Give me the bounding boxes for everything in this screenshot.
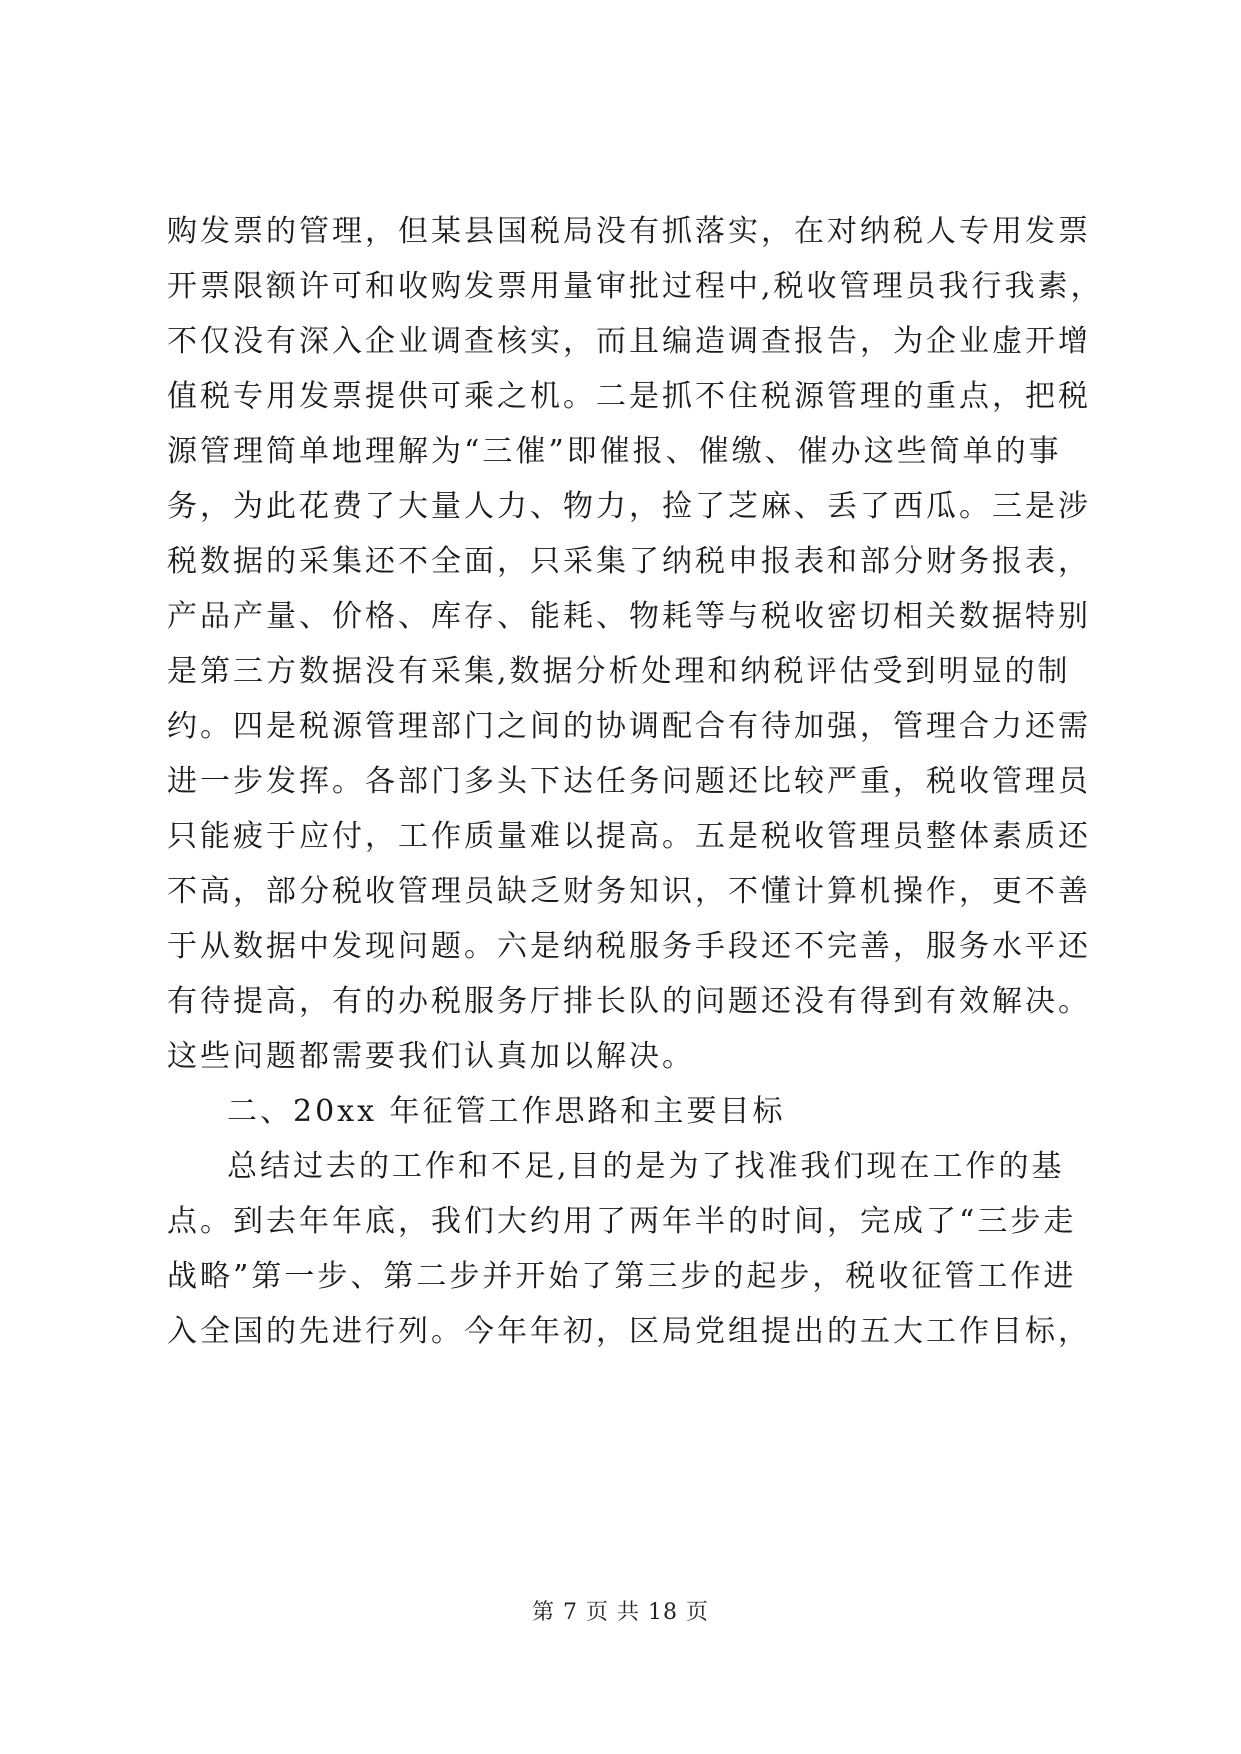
text-line: 入全国的先进行列。今年年初，区局党组提出的五大工作目标， [167,1314,1091,1349]
text-line: 开票限额许可和收购发票用量审批过程中,税收管理员我行我素， [167,269,1104,304]
text-line: 约。四是税源管理部门之间的协调配合有待加强，管理合力还需 [167,709,1091,744]
page-footer: 第 7 页 共 18 页 [532,1600,709,1625]
text-line: 于从数据中发现问题。六是纳税服务手段还不完善，服务水平还 [167,929,1091,964]
section-heading: 二、20xx 年征管工作思路和主要目标 [227,1094,786,1129]
text-line: 产品产量、价格、库存、能耗、物耗等与税收密切相关数据特别 [167,599,1091,634]
text-line: 战略”第一步、第二步并开始了第三步的起步，税收征管工作进 [167,1259,1077,1294]
text-line: 点。到去年年底，我们大约用了两年半的时间，完成了“三步走 [167,1204,1077,1239]
text-line: 不仅没有深入企业调查核实，而且编造调查报告，为企业虚开增 [167,324,1091,359]
text-line: 这些问题都需要我们认真加以解决。 [167,1039,695,1074]
text-line: 值税专用发票提供可乘之机。二是抓不住税源管理的重点，把税 [167,379,1091,414]
text-line: 税数据的采集还不全面，只采集了纳税申报表和部分财务报表， [167,544,1091,579]
text-line: 进一步发挥。各部门多头下达任务问题还比较严重，税收管理员 [167,764,1091,799]
text-line: 务，为此花费了大量人力、物力，捡了芝麻、丢了西瓜。三是涉 [167,489,1091,524]
text-line: 不高，部分税收管理员缺乏财务知识，不懂计算机操作，更不善 [167,874,1091,909]
body-text [167,204,1104,1359]
text-line: 只能疲于应付，工作质量难以提高。五是税收管理员整体素质还 [167,819,1091,854]
text-line: 源管理简单地理解为“三催”即催报、催缴、催办这些简单的事 [167,434,1062,469]
paragraph-start-line: 总结过去的工作和不足,目的是为了找准我们现在工作的基 [227,1149,1065,1184]
text-line: 是第三方数据没有采集,数据分析处理和纳税评估受到明显的制 [167,654,1071,689]
text-line: 有待提高，有的办税服务厅排长队的问题还没有得到有效解决。 [167,984,1091,1019]
text-line: 购发票的管理，但某县国税局没有抓落实，在对纳税人专用发票 [167,214,1091,249]
